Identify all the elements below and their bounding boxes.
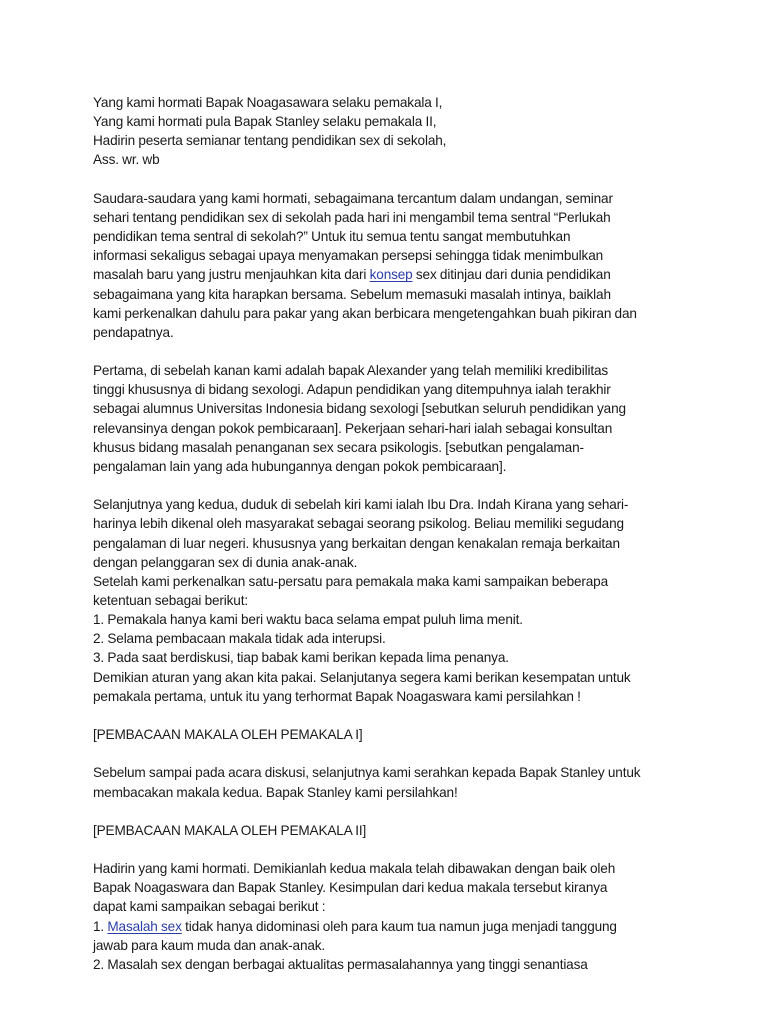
paragraph-line: khusus bidang masalah penanganan sex secara psikologis. [sebutkan pengalaman-	[93, 439, 584, 455]
paragraph-line: Hadirin yang kami hormati. Demikianlah kedua makala telah dibawakan dengan baik oleh	[93, 861, 616, 877]
conclusion-list-item	[93, 917, 693, 936]
masalah-sex-link[interactable]: Masalah sex	[107, 918, 182, 934]
paragraph-line: Bapak Noagaswara dan Bapak Stanley. Kesimpulan dari kedua makala tersebut kiranya	[93, 880, 608, 896]
paragraph-line: sebagai alumnus Universitas Indonesia bidang sexologi [sebutkan seluruh pendidikan yang	[93, 401, 626, 417]
paragraph-line: Selanjutnya yang kedua, duduk di sebelah kiri kami ialah Ibu Dra. Indah Kirana yang sehari-	[93, 497, 629, 513]
paragraph-line: dapat kami sampaikan sebagai berikut :	[93, 899, 326, 915]
paragraph-line: pengalaman lain yang ada hubungannya dengan pokok pembicaraan].	[93, 458, 507, 474]
intro-line: pendapatnya.	[93, 324, 174, 340]
intro-line	[93, 265, 693, 284]
section-heading-text: [PEMBACAAN MAKALA OLEH PEMAKALA II]	[93, 822, 367, 838]
conclusion-paragraph	[93, 859, 693, 974]
intro-paragraph	[93, 189, 693, 342]
conclusion-list-item: 2. Masalah sex dengan berbagai aktualitas permasalahannya yang tinggi senantiasa	[93, 956, 588, 972]
paragraph-line: pemakala pertama, untuk itu yang terhormat Bapak Noagaswara kami persilahkan !	[93, 688, 581, 704]
greeting-line: Yang kami hormati Bapak Noagasawara selaku pemakala I,	[93, 95, 443, 110]
paragraph-line: Pertama, di sebelah kanan kami adalah bapak Alexander yang telah memiliki kredibilitas	[93, 363, 609, 379]
paragraph-line: Demikian aturan yang akan kita pakai. Selanjutanya segera kami berikan kesempatan untuk	[93, 669, 631, 685]
rule-list-item: 3. Pada saat berdiskusi, tiap babak kami berikan kepada lima penanya.	[93, 650, 509, 666]
first-speaker-paragraph	[93, 361, 693, 476]
transition-paragraph	[93, 763, 693, 801]
paragraph-line: dengan pelanggaran sex di dunia anak-anak.	[93, 554, 358, 570]
greeting-line: Ass. wr. wb	[93, 152, 160, 168]
document-page	[93, 93, 693, 974]
paragraph-line: membacakan makala kedua. Bapak Stanley kami persilahkan!	[93, 784, 458, 800]
paragraph-line: tinggi khususnya di bidang sexologi. Adapun pendidikan yang ditempuhnya ialah terakhir	[93, 382, 611, 398]
paragraph-line: harinya lebih dikenal oleh masyarakat sebagai seorang psikolog. Beliau memiliki segudang	[93, 516, 624, 532]
intro-line: sebagaimana yang kita harapkan bersama. Sebelum memasuki masalah intinya, baiklah	[93, 286, 611, 302]
list-number: 1.	[93, 918, 108, 934]
paragraph-line: relevansinya dengan pokok pembicaraan]. Pekerjaan sehari-hari ialah sebagai konsultan	[93, 420, 613, 436]
paragraph-line: Sebelum sampai pada acara diskusi, selanjutnya kami serahkan kepada Bapak Stanley untuk	[93, 765, 641, 781]
paragraph-line: Setelah kami perkenalkan satu-persatu para pemakala maka kami sampaikan beberapa	[93, 573, 608, 589]
rule-list-item: 1. Pemakala hanya kami beri waktu baca selama empat puluh lima menit.	[93, 612, 523, 628]
greeting-paragraph	[93, 93, 693, 170]
intro-line: informasi sekaligus sebagai upaya menyamakan persepsi sehingga tidak menimbulkan	[93, 248, 604, 264]
section-heading-one	[93, 725, 693, 744]
intro-line: sehari tentang pendidikan sex di sekolah pada hari ini mengambil tema sentral “Perlukah	[93, 209, 611, 225]
paragraph-line: jawab para kaum muda dan anak-anak.	[93, 937, 326, 953]
section-heading-text: [PEMBACAAN MAKALA OLEH PEMAKALA I]	[93, 727, 363, 743]
section-heading-two	[93, 821, 693, 840]
intro-text: sex ditinjau dari dunia pendidikan	[412, 267, 611, 283]
paragraph-line: ketentuan sebagai berikut:	[93, 593, 248, 609]
intro-line: kami perkenalkan dahulu para pakar yang akan berbicara mengetengahkan buah pikiran dan	[93, 305, 637, 321]
greeting-line: Yang kami hormati pula Bapak Stanley selaku pemakala II,	[93, 114, 437, 130]
intro-line: Saudara-saudara yang kami hormati, sebagaimana tercantum dalam undangan, seminar	[93, 190, 613, 206]
greeting-line: Hadirin peserta semianar tentang pendidikan sex di sekolah,	[93, 133, 447, 149]
konsep-link[interactable]: konsep	[369, 267, 413, 283]
intro-text: masalah baru yang justru menjauhkan kita dari	[93, 267, 370, 283]
list-text: tidak hanya didominasi oleh para kaum tua namun juga menjadi tanggung	[181, 918, 617, 934]
second-speaker-paragraph	[93, 495, 693, 706]
rule-list-item: 2. Selama pembacaan makala tidak ada interupsi.	[93, 631, 386, 647]
intro-line: pendidikan tema sentral di sekolah?” Untuk itu semua tentu sangat membutuhkan	[93, 229, 571, 245]
paragraph-line: pengalaman di luar negeri. khususnya yang berkaitan dengan kenakalan remaja berkaitan	[93, 535, 620, 551]
